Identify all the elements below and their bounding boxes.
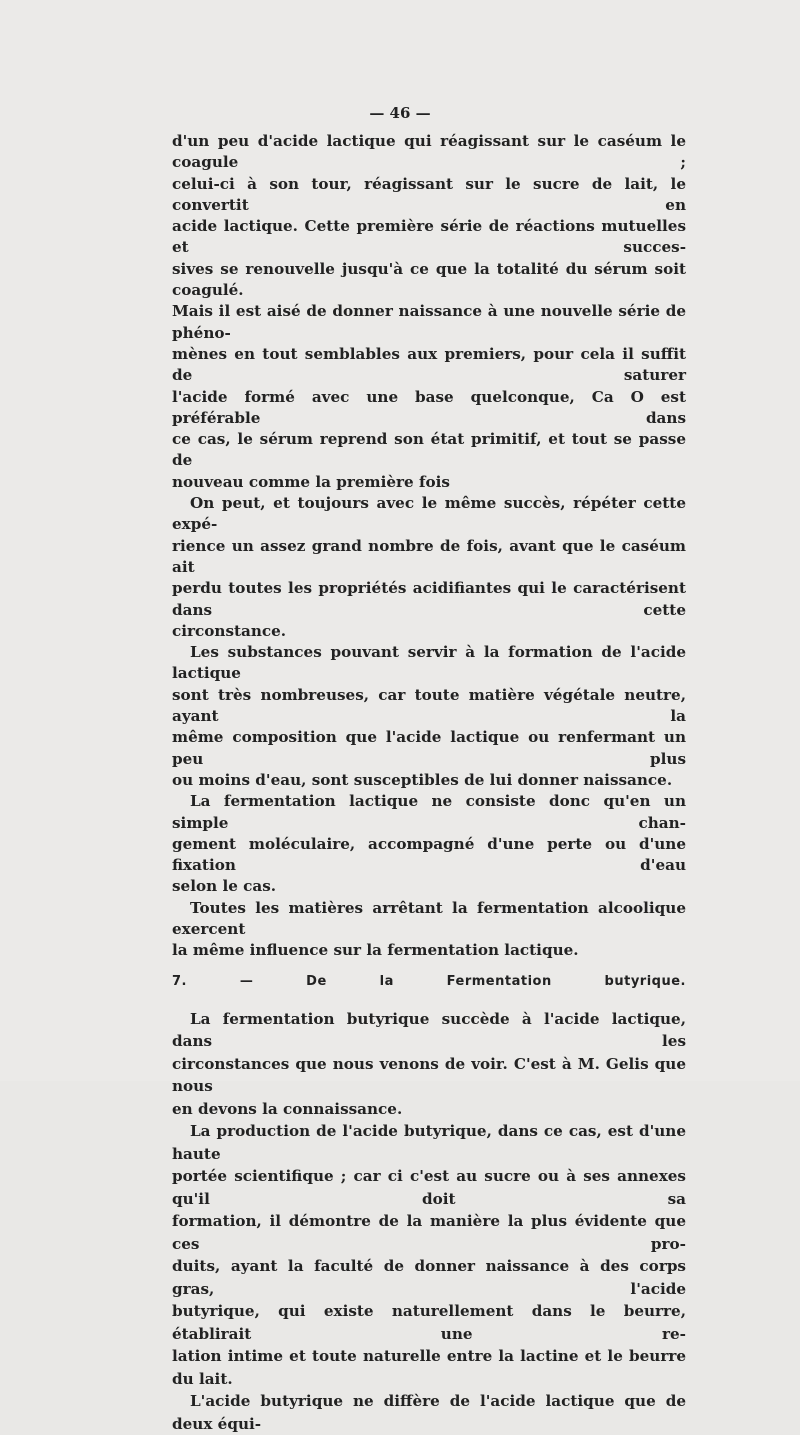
section-butyric [172, 1008, 686, 1435]
paragraph [172, 131, 686, 493]
text-line: formation, il démontre de la manière la plus évidente que ces pro- [172, 1212, 686, 1253]
paragraph [172, 642, 686, 791]
text-line: nouveau comme la première fois [172, 472, 450, 491]
paragraph [172, 791, 686, 897]
text-line: ou moins d'eau, sont susceptibles de lui donner naissance. [172, 770, 673, 789]
text-line: sives se renouvelle jusqu'à ce que la totalité du sérum soit coagulé. [172, 259, 686, 300]
text-line: circonstance. [172, 621, 287, 640]
text-line: duits, ayant la faculté de donner naissance à des corps gras, l'acide [172, 1257, 686, 1298]
text-line: Toutes les matières arrêtant la fermentation alcoolique exercent [172, 898, 686, 938]
text-line: Les substances pouvant servir à la formation de l'acide lactique [172, 643, 686, 683]
text-line: même composition que l'acide lactique ou renfermant un peu plus [172, 728, 686, 768]
paragraph [172, 1120, 686, 1390]
paragraph [172, 493, 686, 642]
text-line: l'acide formé avec une base quelconque, Ca O est préférable dans [172, 387, 686, 427]
text-line: rience un assez grand nombre de fois, avant que le caséum ait [172, 536, 686, 576]
text-line: Mais il est aisé de donner naissance à une nouvelle série de phéno- [172, 302, 686, 342]
text-line: L'acide butyrique ne diffère de l'acide lactique que de deux équi- [172, 1392, 686, 1433]
text-line: d'un peu d'acide lactique qui réagissant sur le caséum le coagule ; [172, 132, 686, 172]
text-line: selon le cas. [172, 877, 277, 896]
paragraph [172, 1008, 686, 1121]
text-line: portée scientifique ; car ci c'est au sucre ou à ses annexes qu'il doit sa [172, 1167, 686, 1208]
text-line: La fermentation butyrique succède à l'acide lactique, dans les [172, 1009, 686, 1051]
text-line: perdu toutes les propriétés acidifiantes qui le caractérisent dans cette [172, 579, 686, 619]
text-line: mènes en tout semblables aux premiers, pour cela il suffit de saturer [172, 344, 686, 385]
text-line: ce cas, le sérum reprend son état primitif, et tout se passe de [172, 430, 686, 470]
text-line: La fermentation lactique ne consiste donc qu'en un simple chan- [172, 792, 686, 832]
body-text [172, 131, 686, 1435]
paragraph [172, 1390, 686, 1435]
section-lactic [172, 131, 686, 962]
text-line: lation intime et toute naturelle entre la lactine et le beurre du lait. [172, 1347, 686, 1388]
text-line: La production de l'acide butyrique, dans ce cas, est d'une haute [172, 1122, 686, 1163]
text-line: On peut, et toujours avec le même succès, répéter cette expé- [172, 494, 686, 534]
page-number: — 46 — [369, 104, 431, 122]
text-line: gement moléculaire, accompagné d'une perte ou d'une fixation d'eau [172, 834, 686, 875]
text-line: sont très nombreuses, car toute matière végétale neutre, ayant la [172, 685, 686, 726]
section-heading: 7. — De la Fermentation butyrique. [172, 973, 686, 989]
text-line: celui-ci à son tour, réagissant sur le sucre de lait, le convertit en [172, 174, 686, 214]
text-line: la même influence sur la fermentation lactique. [172, 941, 579, 960]
paragraph [172, 898, 686, 962]
text-line: en devons la connaissance. [172, 1099, 403, 1118]
text-line: acide lactique. Cette première série de réactions mutuelles et succes- [172, 217, 686, 257]
text-line: butyrique, qui existe naturellement dans le beurre, établirait une re- [172, 1302, 686, 1343]
text-line: circonstances que nous venons de voir. C'est à M. Gelis que nous [172, 1054, 686, 1096]
